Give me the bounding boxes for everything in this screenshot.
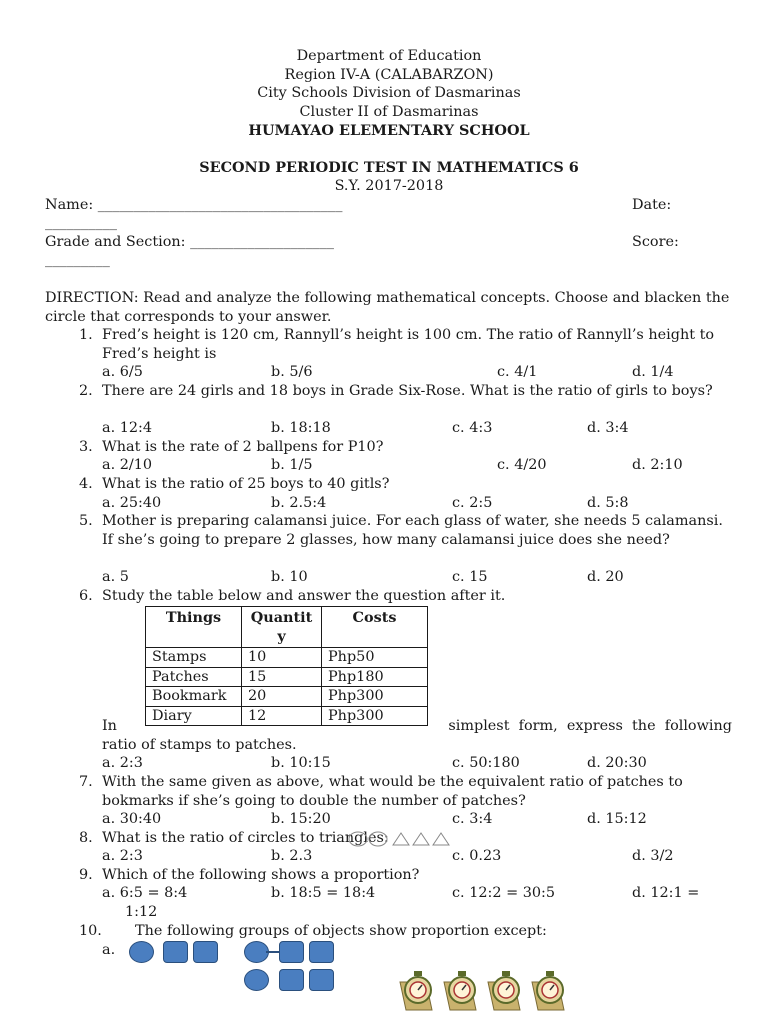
choice-d-continued: 1:12 [125,904,158,920]
square-shape [163,941,188,963]
question-text-continued: simplest form, express the following [448,718,732,734]
choice-b[interactable]: b. 2.3 [271,848,313,864]
question-text: Mother is preparing calamansi juice. For each glass of water, she needs 5 calamansi. If she’s going to prepare 2 glasses, how many calamansi juice does she need? [102,513,723,548]
question-number: 2. [79,383,93,399]
header-region: Region IV-A (CALABARZON) [284,67,494,83]
clock-illustrations [396,964,576,1016]
choice-a[interactable]: a. 2/10 [102,457,153,473]
choice-a[interactable]: a. 2:3 [102,755,143,771]
question-number: 9. [79,867,93,883]
question-number: 6. [79,588,93,604]
circles-triangles-figure [348,829,452,849]
table-cell: Patches [146,667,242,687]
table-header-row [146,607,428,648]
clock-icon [400,971,432,1010]
table-header: Things [146,607,242,648]
table-cell: 12 [242,706,322,726]
table-cell: 10 [242,648,322,668]
clock-icon [444,971,476,1010]
name-field[interactable]: Name: __________________________________ [45,197,343,213]
table-header: Quantit y [242,607,322,648]
choice-d[interactable]: d. 12:1 = [632,885,700,901]
choice-a[interactable]: a. 30:40 [102,811,162,827]
choice-d[interactable]: d. 3:4 [587,420,629,436]
question-number: 1. [79,327,93,343]
choice-a[interactable]: a. 6/5 [102,364,143,380]
choice-d[interactable]: d. 2:10 [632,457,683,473]
choice-c[interactable]: c. 15 [452,569,488,585]
table-cell: 20 [242,687,322,707]
choice-a[interactable]: a. 6:5 = 8:4 [102,885,188,901]
score-label: Score: [632,234,679,250]
square-shape [309,969,334,991]
date-field[interactable]: __________ [45,215,117,231]
circle-shape [349,832,367,846]
direction-text: DIRECTION: Read and analyze the following mathematical concepts. Choose and blacken the circle that corresponds to your answer. [45,290,730,325]
question-number: 4. [79,476,93,492]
circle-shape [369,832,387,846]
choice-c[interactable]: c. 4/20 [497,457,547,473]
question-number: 5. [79,513,93,529]
choice-c[interactable]: c. 0.23 [452,848,502,864]
question-text: Which of the following shows a proportion? [102,867,420,883]
choice-d[interactable]: d. 20:30 [587,755,647,771]
choice-b[interactable]: b. 10 [271,569,308,585]
choice-a[interactable]: a. 12:4 [102,420,153,436]
question-text: With the same given as above, what would be the equivalent ratio of patches to bokmarks if she’s going to double the number of patches? [102,774,683,809]
choice-d[interactable]: d. 15:12 [587,811,647,827]
choice-c[interactable]: c. 4/1 [497,364,538,380]
choice-d[interactable]: d. 20 [587,569,624,585]
test-title: SECOND PERIODIC TEST IN MATHEMATICS 6 [199,159,579,176]
choice-d[interactable]: d. 5:8 [587,495,629,511]
table-row [146,687,428,707]
question-text: What is the ratio of 25 boys to 40 gitls? [102,476,390,492]
choice-a[interactable]: a. 5 [102,569,129,585]
choice-b[interactable]: b. 2.5:4 [271,495,327,511]
table-cell: Php300 [322,687,428,707]
table-cell: Diary [146,706,242,726]
table-header: Costs [322,607,428,648]
clock-icon [488,971,520,1010]
choice-a[interactable]: a. 2:3 [102,848,143,864]
square-shape [193,941,218,963]
question-number: 3. [79,439,93,455]
question-text-start: In [102,718,117,734]
question-text: The following groups of objects show proportion except: [135,923,547,939]
choice-d[interactable]: d. 1/4 [632,364,674,380]
choice-b[interactable]: b. 5/6 [271,364,313,380]
choice-b[interactable]: b. 18:18 [271,420,331,436]
question-number: 7. [79,774,93,790]
question-text: There are 24 girls and 18 boys in Grade Six-Rose. What is the ratio of girls to boys? [102,383,713,399]
question-number: 8. [79,830,93,846]
school-name: HUMAYAO ELEMENTARY SCHOOL [248,122,530,139]
choice-a[interactable]: a. [102,942,116,958]
question-text-line2: ratio of stamps to patches. [102,737,297,753]
things-table [145,606,428,726]
square-shape [279,941,304,963]
table-cell: Php300 [322,706,428,726]
choice-b[interactable]: b. 1/5 [271,457,313,473]
date-label: Date: [632,197,672,213]
table-cell: Stamps [146,648,242,668]
triangle-shape [433,833,449,845]
table-cell: Php50 [322,648,428,668]
question-text: What is the rate of 2 ballpens for P10? [102,439,384,455]
header-department: Department of Education [296,48,482,64]
table-row [146,706,428,726]
question-text: What is the ratio of circles to triangles: [102,830,389,846]
header-cluster: Cluster II of Dasmarinas [299,104,479,120]
score-field[interactable]: _________ [45,252,110,268]
square-shape [309,941,334,963]
triangle-shape [413,833,429,845]
choice-c[interactable]: c. 4:3 [452,420,493,436]
school-year: S.Y. 2017-2018 [334,178,444,194]
choice-b[interactable]: b. 10:15 [271,755,331,771]
oval-shape [244,969,269,991]
table-row [146,648,428,668]
table-row [146,667,428,687]
table-cell: 15 [242,667,322,687]
grade-section-field[interactable]: Grade and Section: ____________________ [45,234,334,250]
choice-c[interactable]: c. 50:180 [452,755,520,771]
clock-icon [532,971,564,1010]
choice-a[interactable]: a. 25:40 [102,495,162,511]
choice-b[interactable]: b. 18:5 = 18:4 [271,885,376,901]
triangle-shape [393,833,409,845]
question-number: 10. [79,923,102,939]
question-text: Study the table below and answer the question after it. [102,588,506,604]
connector-line [266,951,280,953]
table-cell: Php180 [322,667,428,687]
square-shape [279,969,304,991]
header-division: City Schools Division of Dasmarinas [257,85,521,101]
choice-c[interactable]: c. 2:5 [452,495,493,511]
choice-d[interactable]: d. 3/2 [632,848,674,864]
table-cell: Bookmark [146,687,242,707]
oval-shape [129,941,154,963]
choice-c[interactable]: c. 12:2 = 30:5 [452,885,556,901]
choice-c[interactable]: c. 3:4 [452,811,493,827]
question-text: Fred’s height is 120 cm, Rannyll’s height is 100 cm. The ratio of Rannyll’s height to Fred’s height is [102,327,715,362]
choice-b[interactable]: b. 15:20 [271,811,331,827]
